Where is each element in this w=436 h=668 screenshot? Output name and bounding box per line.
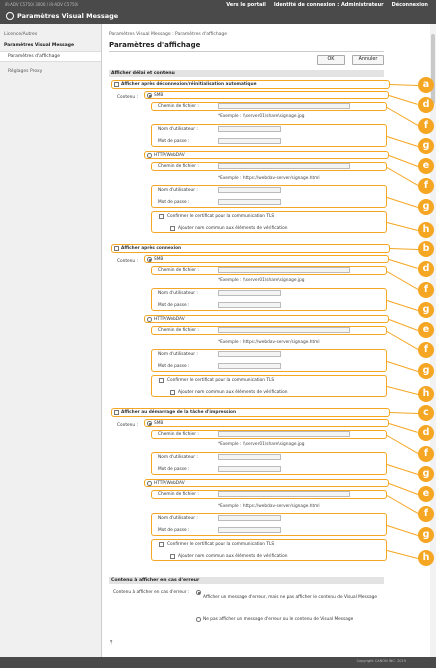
http-password-label: Mot de passe : [158, 200, 190, 205]
logout-link[interactable]: Déconnexion [391, 2, 428, 8]
callout-badge: g [418, 199, 434, 215]
display-trigger-label: Afficher après déconnexion/réinitialisation automatique [121, 82, 257, 87]
http-path-input[interactable] [218, 491, 350, 497]
callout-leader [390, 248, 418, 250]
http-path-label: Chemin de fichier : [158, 164, 199, 169]
smb-label: SMB [154, 421, 164, 426]
callout-leader [387, 197, 418, 208]
smb-username-input[interactable] [218, 454, 281, 460]
breadcrumb: Paramètres Visual Message : Paramètres d'affichage [109, 32, 228, 37]
smb-example: *Exemple : \\server01\share\signage.jpg [218, 114, 305, 119]
smb-radio[interactable] [147, 93, 152, 98]
tls-label: Confirmer le certificat pour la communication TLS [167, 378, 275, 383]
callout-leader [387, 300, 418, 311]
callout-leader [389, 319, 418, 331]
cancel-button[interactable]: Annuler [352, 55, 384, 65]
page-title: Paramètres d'affichage [109, 41, 201, 49]
callout-badge: a [418, 77, 434, 93]
content-label: Contenu : [117, 259, 138, 264]
section-display-timing: Afficher délai et contenu [109, 70, 384, 77]
cn-label: Ajouter nom commun aux éléments de vérification [178, 226, 288, 231]
callout-leader [389, 423, 418, 433]
callout-leader [387, 136, 418, 147]
callout-leader [389, 95, 418, 105]
smb-label: SMB [154, 257, 164, 262]
smb-radio[interactable] [147, 257, 152, 262]
callout-leader [387, 464, 418, 475]
callout-badge: g [418, 302, 434, 318]
cn-checkbox[interactable] [170, 390, 175, 395]
callout-badge: f [418, 342, 434, 358]
callout-badge: e [418, 486, 434, 502]
cn-checkbox[interactable] [170, 226, 175, 231]
http-radio[interactable] [147, 317, 152, 322]
callout-leader [387, 271, 418, 290]
smb-username-input[interactable] [218, 126, 281, 132]
callout-badge: g [418, 363, 434, 379]
content-label: Contenu : [117, 423, 138, 428]
sidebar-section-title: Paramètres Visual Message [4, 43, 75, 48]
callout-leader [387, 222, 418, 231]
http-username-label: Nom d'utilisateur : [158, 188, 198, 193]
smb-username-input[interactable] [218, 290, 281, 296]
smb-password-label: Mot de passe : [158, 303, 190, 308]
callout-badge: g [418, 466, 434, 482]
callout-badge: f [418, 506, 434, 522]
callout-badge: f [418, 446, 434, 462]
header-bar [0, 0, 436, 24]
error-option1-label: Afficher un message d'erreur, mais ne pas afficher le contenu de Visual Message [203, 595, 378, 600]
callout-leader [387, 167, 418, 186]
display-trigger-checkbox[interactable] [114, 410, 119, 415]
smb-username-label: Nom d'utilisateur : [158, 455, 198, 460]
http-example: *Exemple : https://webdav-server/signage.html [218, 176, 320, 181]
callout-leader [387, 435, 418, 454]
http-username-input[interactable] [218, 187, 281, 193]
ok-button[interactable]: OK [317, 55, 345, 65]
device-name: iR-ADV C5750i 3000 / iR-ADV C5750i [5, 2, 79, 7]
callout-leader [387, 107, 418, 126]
callout-badge: e [418, 322, 434, 338]
display-trigger-checkbox[interactable] [114, 246, 119, 251]
smb-password-input[interactable] [218, 302, 281, 308]
http-path-input[interactable] [218, 327, 350, 333]
display-trigger-label: Afficher au démarrage de la tâche d'impression [121, 410, 237, 415]
smb-path-input[interactable] [218, 103, 350, 109]
smb-radio[interactable] [147, 421, 152, 426]
http-username-label: Nom d'utilisateur : [158, 352, 198, 357]
error-option2-radio[interactable] [196, 617, 201, 622]
callout-badge: f [418, 178, 434, 194]
http-password-input[interactable] [218, 527, 281, 533]
callout-badge: g [418, 138, 434, 154]
callout-leader [387, 361, 418, 372]
callout-badge: e [418, 158, 434, 174]
callout-badge: f [418, 282, 434, 298]
tls-checkbox[interactable] [159, 542, 164, 547]
smb-path-input[interactable] [218, 431, 350, 437]
callout-leader [390, 412, 418, 414]
callout-badge: d [418, 261, 434, 277]
http-label: HTTP/WebDAV [154, 481, 185, 486]
callout-leader [387, 331, 418, 350]
login-id-label: Identité de connexion : Administrateur [273, 2, 384, 8]
copyright: Copyright CANON INC. 2019 [356, 659, 406, 663]
http-path-label: Chemin de fichier : [158, 328, 199, 333]
smb-path-label: Chemin de fichier : [158, 268, 199, 273]
callout-leader [387, 550, 418, 559]
footer [0, 657, 436, 668]
display-trigger-checkbox[interactable] [114, 82, 119, 87]
app-title [6, 12, 118, 20]
callout-leader [389, 259, 418, 269]
callout-badge: h [418, 550, 434, 566]
callout-leader [389, 155, 418, 167]
cn-checkbox[interactable] [170, 554, 175, 559]
sidebar-item-proxy[interactable]: Réglages Proxy [8, 69, 43, 74]
callout-badge: d [418, 425, 434, 441]
smb-username-label: Nom d'utilisateur : [158, 127, 198, 132]
tls-label: Confirmer le certificat pour la communication TLS [167, 542, 275, 547]
app-icon [6, 12, 14, 20]
smb-password-input[interactable] [218, 466, 281, 472]
smb-username-label: Nom d'utilisateur : [158, 291, 198, 296]
http-password-input[interactable] [218, 363, 281, 369]
smb-example: *Exemple : \\server01\share\signage.jpg [218, 278, 305, 283]
http-password-label: Mot de passe : [158, 528, 190, 533]
http-radio[interactable] [147, 481, 152, 486]
cn-label: Ajouter nom commun aux éléments de vérification [178, 390, 288, 395]
smb-password-input[interactable] [218, 138, 281, 144]
http-username-input[interactable] [218, 515, 281, 521]
smb-password-label: Mot de passe : [158, 139, 190, 144]
portal-link[interactable]: Vers le portail [226, 2, 266, 8]
tls-checkbox[interactable] [159, 378, 164, 383]
callout-leader [387, 386, 418, 395]
smb-path-label: Chemin de fichier : [158, 432, 199, 437]
callout-badge: c [418, 405, 434, 421]
callout-badge: h [418, 222, 434, 238]
callout-badge: d [418, 97, 434, 113]
callout-badge: f [418, 118, 434, 134]
content-label: Contenu : [117, 95, 138, 100]
tls-label: Confirmer le certificat pour la communication TLS [167, 214, 275, 219]
smb-path-input[interactable] [218, 267, 350, 273]
divider [109, 51, 384, 52]
smb-path-label: Chemin de fichier : [158, 104, 199, 109]
smb-label: SMB [154, 93, 164, 98]
http-label: HTTP/WebDAV [154, 317, 185, 322]
callout-leader [387, 495, 418, 514]
smb-example: *Exemple : \\server01\share\signage.jpg [218, 442, 305, 447]
http-password-label: Mot de passe : [158, 364, 190, 369]
callout-leader [390, 84, 418, 86]
callout-badge: g [418, 527, 434, 543]
http-password-input[interactable] [218, 199, 281, 205]
smb-frame [144, 91, 389, 99]
smb-frame [144, 419, 389, 427]
back-to-top-icon[interactable]: ⤒ [110, 640, 113, 646]
top-nav [226, 2, 428, 8]
sidebar-item-display-settings[interactable]: Paramètres d'affichage [0, 51, 101, 62]
smb-frame [144, 255, 389, 263]
http-path-label: Chemin de fichier : [158, 492, 199, 497]
callout-leader [387, 525, 418, 536]
error-option1-radio[interactable] [196, 590, 201, 595]
callout-badge: b [418, 241, 434, 257]
http-label: HTTP/WebDAV [154, 153, 185, 158]
section-error-content: Contenu à afficher en cas d'erreur [109, 577, 384, 584]
http-username-input[interactable] [218, 351, 281, 357]
http-example: *Exemple : https://webdav-server/signage.html [218, 504, 320, 509]
callout-badge: h [418, 386, 434, 402]
http-username-label: Nom d'utilisateur : [158, 516, 198, 521]
tls-checkbox[interactable] [159, 214, 164, 219]
display-trigger-label: Afficher après connexion [121, 246, 182, 251]
sidebar [0, 24, 102, 660]
http-example: *Exemple : https://webdav-server/signage.html [218, 340, 320, 345]
http-radio[interactable] [147, 153, 152, 158]
callout-leader [389, 483, 418, 495]
error-option2-label: Ne pas afficher un message d'erreur ou le contenu de Visual Message [203, 617, 354, 622]
sidebar-item-licence[interactable]: Licence/Autres [4, 32, 38, 37]
error-content-label: Contenu à afficher en cas d'erreur : [113, 590, 190, 595]
http-path-input[interactable] [218, 163, 350, 169]
app-title-text: Paramètres Visual Message [17, 12, 119, 20]
cn-label: Ajouter nom commun aux éléments de vérification [178, 554, 288, 559]
smb-password-label: Mot de passe : [158, 467, 190, 472]
